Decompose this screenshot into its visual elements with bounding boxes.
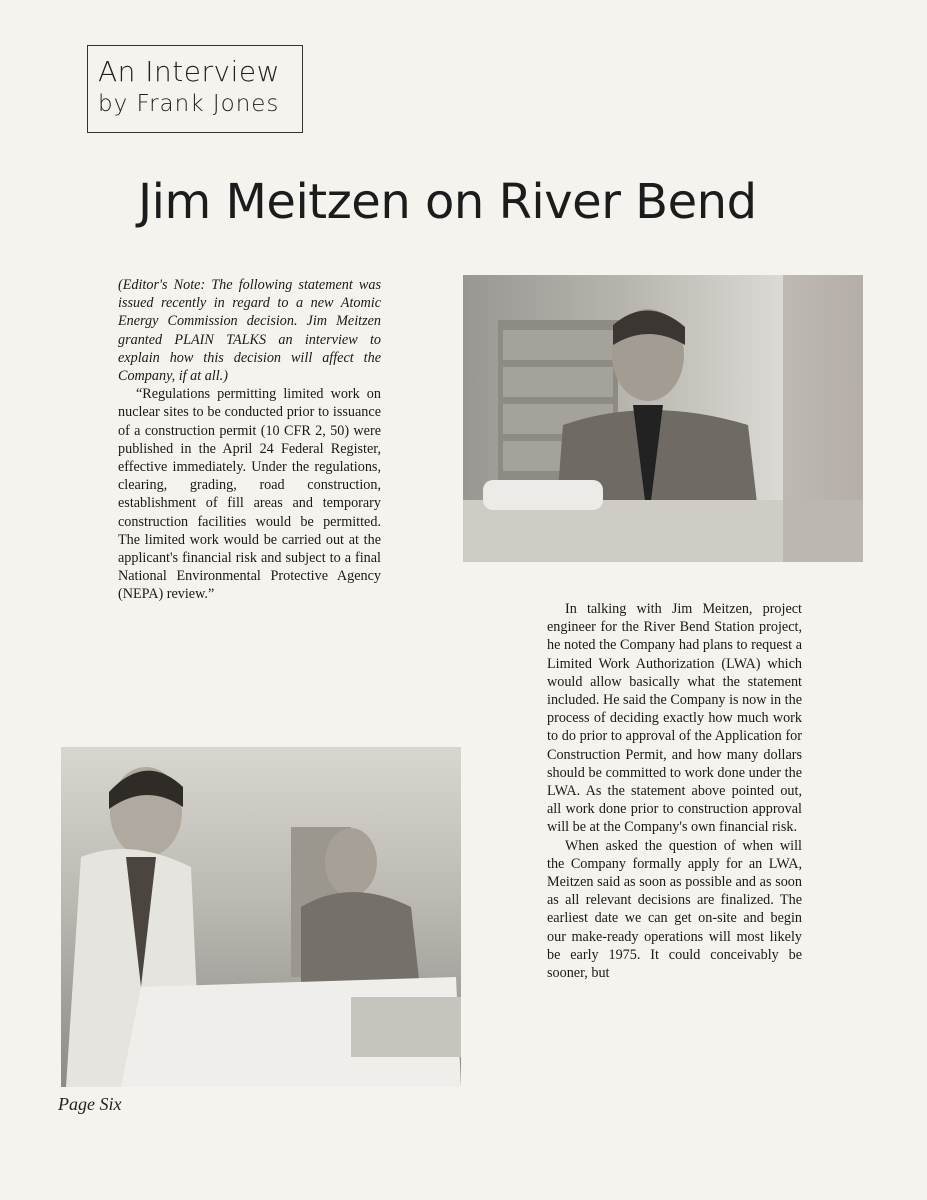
right-column	[547, 600, 802, 982]
photo-meitzen-reviewing-plans	[61, 747, 461, 1087]
byline-author: by Frank Jones	[98, 91, 280, 117]
byline-box	[87, 45, 303, 133]
regulation-quote: “Regulations permitting limited work on nuclear sites to be conducted prior to issuance of a construction permit (10 CFR 2, 50) were published in the April 24 Federal Register, effective immediately. Under the regulations, clearing, grading, road construction, establishment of fill areas and temporary construction facilities would be permitted. The limited work would be carried out at the applicant's financial risk and subject to a final National Environmental Protective Agency (NEPA) review.”	[118, 386, 381, 603]
editor-note: (Editor's Note: The following statement was issued recently in regard to a new Atomic Energy Commission decision. Jim Meitzen granted PLAIN TALKS an interview to explain how this decision will affect the Company, if at all.)	[118, 277, 381, 385]
article-headline: Jim Meitzen on River Bend	[138, 174, 757, 230]
photo-meitzen-at-desk	[463, 275, 863, 562]
page-number: Page Six	[58, 1094, 122, 1114]
photo-meitzen-reviewing-plans-illustration	[61, 747, 461, 1087]
right-paragraph-1: In talking with Jim Meitzen, project engineer for the River Bend Station project, he noted the Company had plans to request a Limited Work Authorization (LWA) which would allow basically what the statement included. He said the Company is now in the process of deciding exactly how much work to do prior to approval of the Application for Construction Permit, and how many dollars should be committed to work done under the LWA. As the statement above pointed out, all work done prior to construction approval will be at the Company's own financial risk.	[547, 601, 802, 836]
right-paragraph-2: When asked the question of when will the Company formally apply for an LWA, Meitzen said as soon as possible and as soon as all relevant decisions are finalized. The earliest date we can get on-site and begin our make-ready operations will most likely be early 1975. It could conceivably be sooner, but	[547, 837, 802, 982]
photo-meitzen-at-desk-illustration	[463, 275, 863, 562]
left-column	[118, 276, 381, 604]
byline-title: An Interview	[98, 55, 280, 88]
